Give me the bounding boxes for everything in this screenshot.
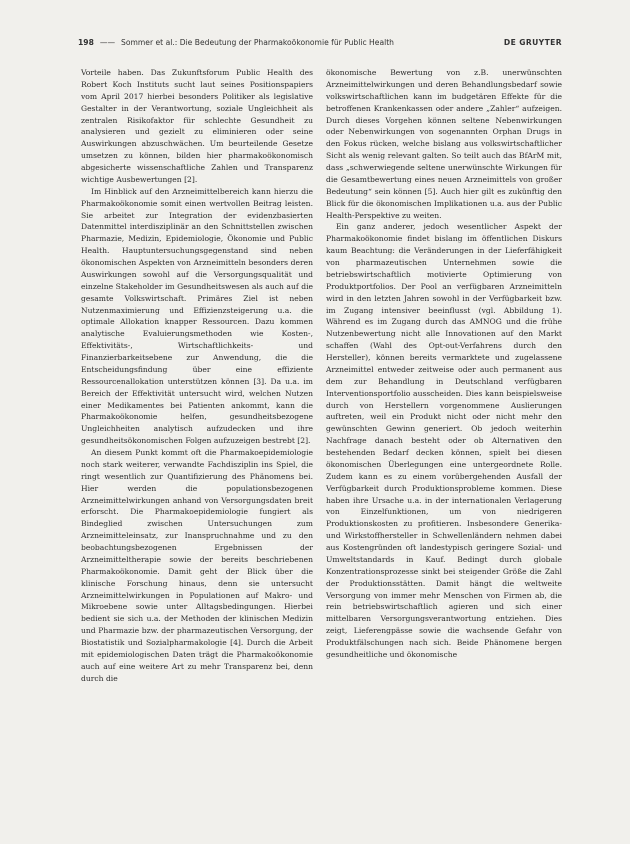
right-column [326,67,562,661]
paragraph: Ein ganz anderer, jedoch wesentlicher Aspekt der Pharmakoökonomie findet bislang im öffentlichen Diskurs kaum Beachtung: die Veränderungen in der Lieferfähigkeit von pharmazeutischen Unternehmen sowie die betriebswirtschaftlich motivierte Optimierung von Produktportfolios. Der Pool an verfügbaren Arzneimitteln wird in den letzten Jahren sowohl in der Verfügbarkeit bzw. im Zugang intensiver beeinflusst (vgl. Abbildung 1). Während es im Zugang durch das AMNOG und die frühe Nutzenbewertung nicht alle Innovationen auf den Markt schaffen (Wahl des Opt-out-Verfahrens durch den Hersteller), können bereits vermarktete und zugelassene Arzneimittel entweder zeitweise oder auch permanent aus dem zur Behandlung in Deutschland verfügbaren Interventionsportfolio ausscheiden. Dies kann beispielsweise durch von Herstellern vorgenommene Auslierungen auftreten, weil ein Produkt nicht oder nicht mehr den gewünschten Gewinn generiert. Ob jedoch weiterhin Nachfrage danach besteht oder ob Alternativen den bestehenden Bedarf decken können, spielt bei diesen ökonomischen Überlegungen eine untergeordnete Rolle. Zudem kann es zu einem vorübergehenden Ausfall der Verfügbarkeit durch Produktionsprobleme kommen. Diese haben ihre Ursache u.a. in der internationalen Verlagerung von Einzelfunktionen, um von niedrigeren Produktionskosten zu profitieren. Insbesondere Generika- und Wirkstoffhersteller in Schwellenländern nehmen dabei aus Kostengründen oft landestypisch geringere Sozial- und Umweltstandards in Kauf. Bedingt durch globale Konzentrationsprozesse sinkt bei steigender Größe die Zahl der Produktionsstätten. Damit hängt die weltweite Versorgung von immer mehr Menschen von Firmen ab, die rein betriebswirtschaftlich agieren und sich einer mittelbaren Versorgungsverantwortung entziehen. Dies zeigt, Lieferengpässe sowie die wachsende Gefahr von Produktfälschungen nach sich. Beide Phänomene bergen gesundheitliche und ökonomische [326,222,562,659]
paragraph: Im Hinblick auf den Arzneimittelbereich kann hierzu die Pharmakoökonomie somit einen wertvollen Beitrag leisten. Sie arbeitet zur Integration der evidenzbasierten Datenmittel interdisziplinär an den Schnittstellen zwischen Pharmazie, Medizin, Epidemiologie, Ökonomie und Public Health. Hauptuntersuchungsgegenstand sind neben ökonomischen Aspekten von Arzneimitteln besonders deren Auswirkungen sowohl auf die Versorgungsqualität und einzelne Stakeholder im Gesundheitswesen als auch auf die gesamte Volkswirtschaft. Primäres Ziel ist neben Nutzenmaximierung und Effizienzsteigerung u.a. die optimale Allokation knapper Ressourcen. Dazu kommen analytische Evaluierungsmethoden wie Kosten-, Effektivitäts-, Wirtschaftlichkeits- und Finanzierbarkeitsebene zur Anwendung, die die Entscheidungsfindung über eine effiziente Ressourcenallokation unterstützen können [3]. Da u.a. im Bereich der Effektivität untersucht wird, welchen Nutzen einer Medikamentes bei Patienten ankommt, kann die Pharmakoökonomie helfen, gesundheitsbezogene Ungleichheiten analytisch aufzudecken und ihre gesundheitsökonomischen Folgen aufzuzeigen bestrebt [2]. [81,186,313,446]
paragraph: ökonomische Bewertung von z.B. unerwünschten Arzneimittelwirkungen und deren Behandlungsbedarf sowie volkswirtschaftlichen kann im budgetären Effekte für die betroffenen Krankenkassen oder andere „Zahler“ aufzeigen. Durch dieses Vorgehen können seltene Nebenwirkungen oder Nebenwirkungen von sogenannten Orphan Drugs in den Fokus rücken, welche bislang aus volkswirtschaftlicher Sicht als wenig relevant galten. So teilt auch das BfArM mit, dass „schwerwiegende seltene unerwünschte Wirkungen für die Gesamtbewertung eines neuen Arzneimittels von großer Bedeutung“ sein können [5]. Auch hier gilt es zukünftig den Blick für die ökonomischen Implikationen u.a. aus der Public Health-Perspektive zu weiten. [326,68,562,220]
paragraph: An diesem Punkt kommt oft die Pharmakoepidemiologie noch stark weiterer, verwandte Fachdisziplin ins Spiel, die ringt wesentlich zur Quantifizierung des Phänomens bei. Hier werden die populationsbezogenen Arzneimittelwirkungen anhand von Versorgungsdaten breit erforscht. Die Pharmakoepidemiologie fungiert als Bindeglied zwischen Untersuchungen zum Arzneimitteleinsatz, zur Inanspruchnahme und zu den beobachtungsbezogenen Ergebnissen der Arzneimitteltherapie sowie der bereits beschriebenen Pharmakoökonomie. Damit geht der Blick über die klinische Forschung hinaus, denn sie untersucht Arzneimittelwirkungen in Populationen auf Makro- und Mikroebene sowie unter Alltagsbedingungen. Hierbei bedient sie sich u.a. der Methoden der klinischen Medizin und Pharmazie bzw. der pharmazeutischen Versorgung, der Biostatistik und Sozialpharmakologie [4]. Durch die Arbeit mit epidemiologischen Daten trägt die Pharmakoökonomie auch auf eine weitere Art zu mehr Transparenz bei, denn durch die [81,448,313,683]
left-column [81,67,313,685]
publisher-name: DE GRUYTER [503,37,562,47]
running-header [78,35,562,49]
page-number: 198 [78,37,94,47]
running-title: Sommer et al.: Die Bedeutung der Pharmakoökonomie für Public Health [121,37,394,47]
paragraph: Vorteile haben. Das Zukunftsforum Public Health des Robert Koch Instituts sucht laut seines Positionspapiers vom April 2017 hierbei besonders Politiker als legislative Gestalter in der Verantwortung, soziale Ungleichheit als zentralen Risikofaktor für schlechte Gesundheit zu analysieren und gezielt zu eliminieren oder seine Auswirkungen abzuschwächen. Um beurteilende Gesetze umsetzen zu können, bilden hier pharmakoökonomisch abgesicherte wissenschaftliche Zahlen und Transparenz wichtige Ausbewertungen [2]. [81,68,313,184]
header-dash: —— [99,37,116,47]
